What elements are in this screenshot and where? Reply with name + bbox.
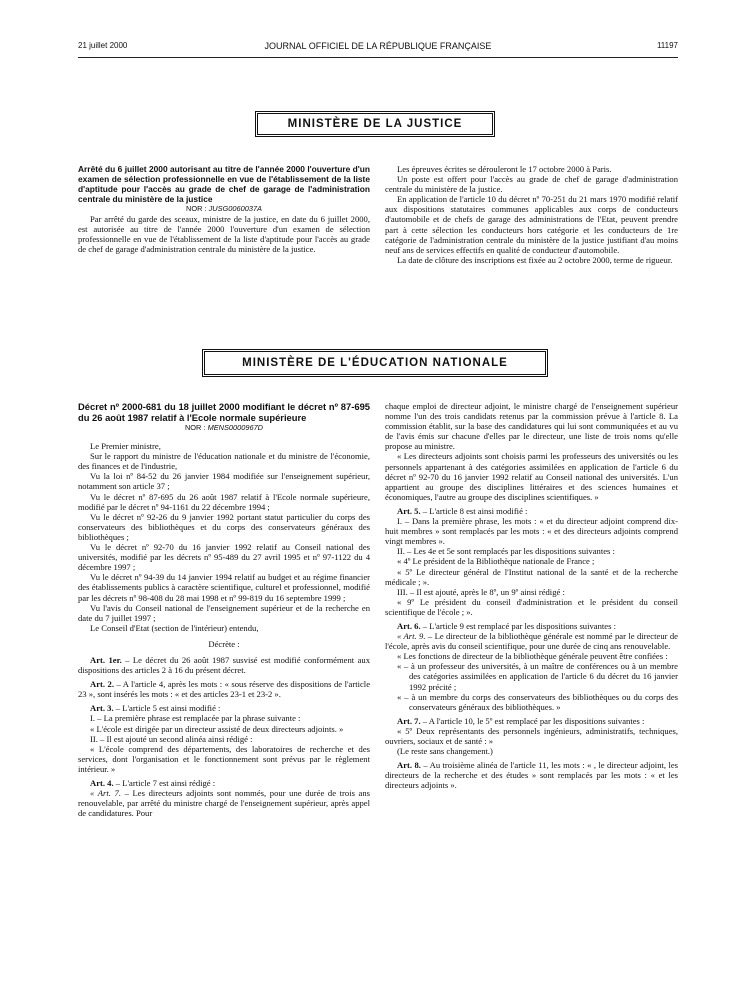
article-8 <box>385 760 678 790</box>
arrete-nor-label: NOR : <box>185 204 207 213</box>
article-4-label: Art. 4. <box>90 778 114 788</box>
visa-paragraph: Vu l'avis du Conseil national de l'enseignement supérieur et de la recherche en date du 7 juillet 1997 ; <box>78 602 370 623</box>
decret-nor <box>78 423 370 433</box>
article-1 <box>78 655 370 675</box>
article-2-text: – A l'article 4, après les mots : « sous réserve des dispositions de l'article 23 », sont insérés les mots : « et des articles 23-1 et 23-2 ». <box>78 679 371 700</box>
ministry-justice-label: MINISTÈRE DE LA JUSTICE <box>287 118 463 130</box>
article-7-paragraph: « 5º Deux représentants des personnels ingénieurs, administratifs, techniques, ouvriers, sociaux et de santé : » <box>385 725 678 746</box>
visa-paragraph: Vu le décret nº 94-39 du 14 janvier 1994 relatif au budget et au régime financier des établissements publics à caractère scientifique, culturel et professionnel, modifié par les décrets nº 98-408 du 28 mai 1998 et nº 99-819 du 16 septembre 1999 ; <box>78 572 370 603</box>
arrete-paragraph: Un poste est offert pour l'accès au grade de chef de garage d'administration centrale du ministère de la justice. <box>385 174 678 195</box>
visa-paragraph: Vu le décret nº 92-26 du 9 janvier 1992 portant statut particulier du corps des conservateurs des bibliothèques et du corps des conservateurs généraux des bibliothèques ; <box>78 511 370 542</box>
article-5-paragraph: I. – Dans la première phrase, les mots : « et du directeur adjoint comprend dix-huit membres » sont remplacés par les mots : « et des directeurs adjoints comprend vingt membres ». <box>385 516 678 547</box>
arrete-paragraph: La date de clôture des inscriptions est fixée au 2 octobre 2000, terme de rigueur. <box>397 254 673 265</box>
article-4-quote-label: « Art. 7. <box>90 788 121 799</box>
article-3-paragraph: « L'école est dirigée par un directeur assisté de deux directeurs adjoints. » <box>90 723 344 734</box>
article-6-quote-text: – Le directeur de la bibliothèque générale est nommé par le directeur de l'école, après avis du conseil scientifique, pour une durée de cinq ans renouvelable. <box>385 631 678 652</box>
article-6-list-item: « – à un professeur des universités, à un maître de conférences ou à un membre des catégories assimilées en application de l'article 6 du décret du 16 janvier 1992 précité ; <box>397 661 678 692</box>
article-7-text: – A l'article 10, le 5º est remplacé par les dispositions suivantes : <box>420 715 645 726</box>
visa-paragraph: Vu le décret nº 87-695 du 26 août 1987 relatif à l'Ecole normale supérieure, modifié par le décret nº 94-1161 du 22 décembre 1994 ; <box>78 491 370 512</box>
article-3-paragraph: II. – Il est ajouté un second alinéa ainsi rédigé : <box>90 733 253 744</box>
arrete-nor <box>78 204 370 214</box>
header-journal: JOURNAL OFFICIEL DE LA RÉPUBLIQUE FRANÇAISE <box>264 41 492 51</box>
article-6-list-item: « – à un membre du corps des conservateurs des bibliothèques ou du corps des conservateurs généraux des bibliothèques. » <box>397 691 678 712</box>
article-7-label: Art. 7. <box>397 715 421 726</box>
article-3 <box>78 703 370 713</box>
decret-title: Décret nº 2000-681 du 18 juillet 2000 modifiant le décret nº 87-695 du 26 août 1987 relatif à l'Ecole normale supérieure <box>78 401 370 423</box>
article-5-paragraph: II. – Les 4e et 5e sont remplacés par les dispositions suivantes : <box>397 546 615 557</box>
visa-paragraph: Vu le décret nº 92-70 du 16 janvier 1992 relatif au Conseil national des universités, modifié par les décrets nº 95-489 du 27 avril 1995 et nº 97-1122 du 4 décembre 1997 ; <box>78 542 370 573</box>
article-7-paragraph: (Le reste sans changement.) <box>397 746 493 757</box>
ministry-justice-banner <box>255 111 495 137</box>
header-page-number: 11197 <box>656 41 678 50</box>
section1-right-column <box>385 164 678 265</box>
section1-left-column <box>78 164 370 254</box>
article-1-label: Art. 1er. <box>90 654 122 665</box>
header-date: 21 juillet 2000 <box>78 41 128 50</box>
page-header <box>78 41 678 55</box>
decret-nor-label: NOR : <box>184 423 206 432</box>
article-5-paragraph: III. – Il est ajouté, après le 8º, un 9º ainsi rédigé : <box>397 586 565 597</box>
article-5-paragraph: « 5º Le directeur général de l'Institut national de la santé et de la recherche médicale ; ». <box>385 566 678 587</box>
article-6-quote <box>385 631 678 651</box>
article-7 <box>385 716 678 726</box>
header-rule <box>78 57 678 58</box>
article-5-text: – L'article 8 est ainsi modifié : <box>420 505 528 516</box>
decret-nor-code: MENS0000967D <box>207 423 264 432</box>
article-3-label: Art. 3. <box>90 703 114 714</box>
article-6-quote-label: « Art. 9. <box>397 631 426 642</box>
section2-left-column <box>78 401 370 818</box>
article-4-quote <box>78 788 370 818</box>
article-4 <box>78 778 370 788</box>
article-6-text: – L'article 9 est remplacé par les dispositions suivantes : <box>420 620 616 631</box>
article-5-paragraph: « 9º Le président du conseil d'administration et le président du conseil scientifique de l'école ; ». <box>385 596 678 617</box>
article-8-text: – Au troisième alinéa de l'article 11, les mots : « , le directeur adjoint, les directeurs de la recherche et des études » sont remplacés par les mots : « et les directeurs adjoints ». <box>385 760 679 791</box>
decrete-line: Décrète : <box>208 638 240 649</box>
visa-paragraph: Sur le rapport du ministre de l'éducation nationale et du ministre de l'économie, des finances et de l'industrie, <box>78 451 370 472</box>
article-5-label: Art. 5. <box>397 505 421 516</box>
article-6 <box>385 621 678 631</box>
visa-paragraph: Le Premier ministre, <box>90 441 161 452</box>
continued-paragraph: chaque emploi de directeur adjoint, le ministre chargé de l'enseignement supérieur nomme l'un des trois candidats retenus par la commission prévue à l'article 8. La commission établit, sur la base des candidatures qui lui sont communiquées et au vu de l'avis émis sur chacune d'elles par le directeur, une liste de trois noms qu'elle propose au ministre. <box>385 401 678 452</box>
visa-paragraph: Le Conseil d'Etat (section de l'intérieur) entendu, <box>90 622 259 633</box>
article-3-paragraph: « L'école comprend des départements, des laboratoires de recherche et des services, dont l'organisation et le fonctionnement sont prévus par le règlement intérieur. » <box>78 743 370 774</box>
visa-paragraph: Vu la loi nº 84-52 du 26 janvier 1984 modifiée sur l'enseignement supérieur, notamment son article 37 ; <box>78 471 370 492</box>
article-4-quote-text: – Les directeurs adjoints sont nommés, pour une durée de trois ans renouvelable, par arrêté du ministre chargé de l'enseignement supérieur, après appel de candidatures. Pour <box>78 788 371 819</box>
arrete-paragraph: Les épreuves écrites se dérouleront le 17 octobre 2000 à Paris. <box>397 164 612 174</box>
article-3-text: – L'article 5 est ainsi modifié : <box>113 703 221 714</box>
ministry-education-banner <box>202 349 548 377</box>
arrete-nor-code: JUSG0060037A <box>208 204 262 213</box>
article-6-label: Art. 6. <box>397 620 421 631</box>
article-8-label: Art. 8. <box>397 760 421 771</box>
arrete-title: Arrêté du 6 juillet 2000 autorisant au titre de l'année 2000 l'ouverture d'un examen de sélection professionnelle en vue de l'établissement de la liste d'aptitude pour l'accès au grade de chef de garage de l'administration centrale du ministère de la justice <box>78 164 370 204</box>
arrete-paragraph: En application de l'article 10 du décret nº 70-251 du 21 mars 1970 modifié relatif aux dispositions statutaires communes applicables aux corps de conducteurs d'automobile et de chefs de garage des administrations de l'Etat, peuvent prendre part à cette sélection les conducteurs hors catégorie et les conducteurs de 1re catégorie de l'administration centrale du ministère de la justice justifiant d'au moins neuf ans de services effectifs en qualité de conducteur d'automobile. <box>385 194 678 255</box>
section2-right-column <box>385 401 678 790</box>
article-5-paragraph: « 4º Le président de la Bibliothèque nationale de France ; <box>397 556 595 567</box>
article-2-label: Art. 2. <box>90 679 114 690</box>
ministry-education-label: MINISTÈRE DE L'ÉDUCATION NATIONALE <box>242 357 508 369</box>
article-1-text: – Le décret du 26 août 1987 susvisé est modifié conformément aux dispositions des articles 2 à 16 du présent décret. <box>78 654 370 676</box>
article-6-paragraph: « Les fonctions de directeur de la bibliothèque générale peuvent être confiées : <box>397 651 668 662</box>
arrete-paragraph: Par arrêté du garde des sceaux, ministre de la justice, en date du 6 juillet 2000, est autorisée au titre de l'année 2000 l'ouverture d'un examen de sélection professionnelle en vue de l'établissement de la liste d'aptitude pour l'accès au grade de chef de garage d'administration centrale du ministère de la justice. <box>78 214 370 255</box>
article-3-paragraph: I. – La première phrase est remplacée par la phrase suivante : <box>90 713 301 724</box>
article-2 <box>78 679 370 699</box>
article-4-text: – L'article 7 est ainsi rédigé : <box>113 778 216 788</box>
article-5 <box>385 506 678 516</box>
continued-paragraph: « Les directeurs adjoints sont choisis parmi les professeurs des universités ou les personnels appartenant à des catégories assimilées en application de l'article 6 du décret nº 92-70 du 16 janvier 1992 relatif au Conseil national des universités. L'un appartient au groupe des disciplines littéraires et des sciences humaines et économiques, l'autre au groupe des disciplines scientifiques. » <box>385 451 678 502</box>
